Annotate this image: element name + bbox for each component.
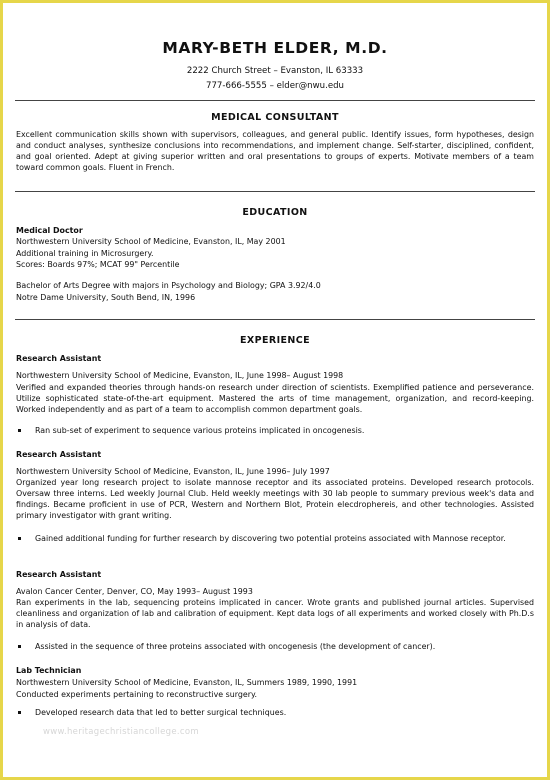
job-title: Lab Technician [16,666,82,675]
divider [15,191,535,192]
job-description: Verified and expanded theories through hands-on research under direction of scientists. Exemplified patience and perseverance. Utilize sophisticated state-of-the-art equipment. Mastered the arts of time management, organization, and record-keeping. Worked independently and as part of a team to accomplish common department goals. [16,383,534,414]
job-org: Avalon Cancer Center, Denver, CO, May 1993– August 1993 [16,587,253,596]
job-org: Northwestern University School of Medicine, Evanston, IL, June 1996– July 1997 [16,467,330,476]
job-org: Northwestern University School of Medicine, Evanston, IL, June 1998– August 1998 [16,371,344,380]
divider [15,319,535,320]
bullet-text: Gained additional funding for further research by discovering two potential proteins associated with Mannose receptor. [35,534,506,543]
bullet-text: Ran sub-set of experiment to sequence various proteins implicated in oncogenesis. [35,426,365,435]
bullet-text: Assisted in the sequence of three proteins associated with oncogenesis (the development of cancer). [35,642,436,651]
degree-title: Medical Doctor [16,226,83,235]
objective-text: Excellent communication skills shown with supervisors, colleagues, and general public. Identify issues, form hypotheses, design and conduct analyses, synthesize conclusions into recommendations, and implement change. Self-starter, disciplined, confident, and goal oriented. Adept at giving superior written and oral presentations to groups of experts. Motivate members of a team toward common goals. Fluent in French. [16,130,534,172]
job-description: Organized year long research project to isolate mannose receptor and its associated proteins. Developed research protocols. Oversaw three interns. Led weekly Journal Club. Held weekly meetings with 30 lab people to summary previous week's data and findings. Became proficient in use of PCR, Western and Northern Blot, Protein elecdrophereis, and other technologies. Assisted primary investigator with grant writing. [16,478,534,520]
watermark: www.heritagechristiancollege.com [43,727,199,737]
divider [15,100,535,101]
bullet-icon [18,429,21,432]
bullet-icon [18,711,21,714]
candidate-name: MARY-BETH ELDER, M.D. [162,39,388,57]
bullet-text: Developed research data that led to better surgical techniques. [35,708,287,717]
job-title: Research Assistant [16,570,102,579]
job-description: Conducted experiments pertaining to reconstructive surgery. [16,690,258,699]
job-title: Research Assistant [16,450,102,459]
bullet-icon [18,645,21,648]
objective-title: MEDICAL CONSULTANT [211,112,339,123]
job-description: Ran experiments in the lab, sequencing proteins implicated in cancer. Wrote grants and published journal articles. Supervised cleanliness and organization of lab and calibration of equipment. Kept data logs of all experiments and worked closely with Ph.D.s in analysis of data. [16,598,534,629]
job-title: Research Assistant [16,354,102,363]
address: 2222 Church Street – Evanston, IL 63333 [186,66,364,76]
degree-detail: Scores: Boards 97%; MCAT 99" Percentile [16,260,180,269]
experience-title: EXPERIENCE [239,335,311,346]
job-org: Northwestern University School of Medicine, Evanston, IL, Summers 1989, 1990, 1991 [16,678,358,687]
degree-detail: Northwestern University School of Medicine, Evanston, IL, May 2001 [16,237,286,246]
degree-detail: Additional training in Microsurgery. [16,249,154,258]
degree-detail: Notre Dame University, South Bend, IN, 1996 [16,293,196,302]
phone-email: 777-666-5555 – elder@nwu.edu [205,81,345,91]
bullet-icon [18,537,21,540]
education-title: EDUCATION [242,207,308,218]
degree-detail: Bachelor of Arts Degree with majors in Psychology and Biology; GPA 3.92/4.0 [16,281,321,290]
